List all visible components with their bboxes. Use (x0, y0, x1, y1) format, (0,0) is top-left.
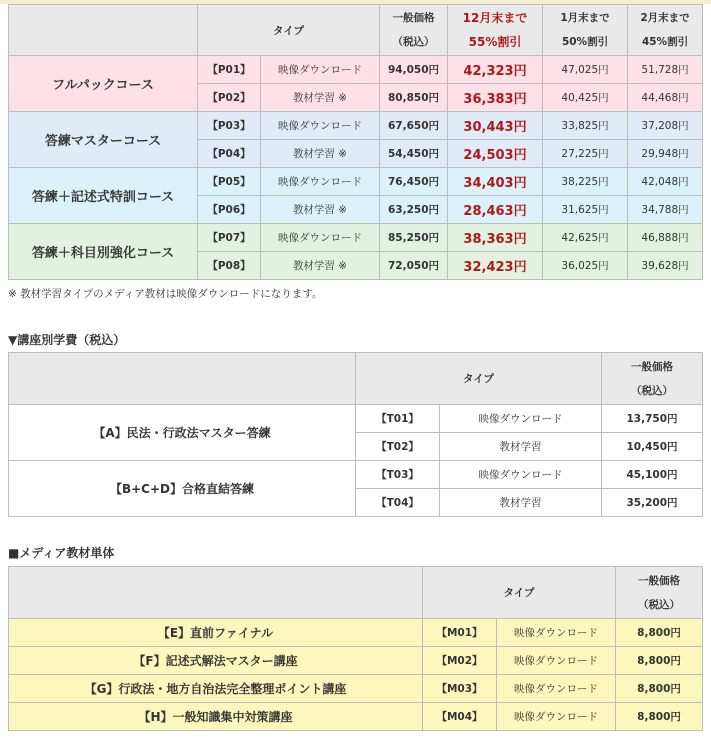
product-code: 【P05】 (198, 168, 261, 196)
general-price: 85,250円 (380, 224, 448, 252)
delivery-type: 教材学習 ※ (261, 84, 380, 112)
header-general-price (602, 353, 703, 405)
december-price: 28,463円 (448, 196, 543, 224)
february-price: 42,048円 (628, 168, 703, 196)
february-price: 46,888円 (628, 224, 703, 252)
delivery-type: 教材学習 (440, 433, 602, 461)
december-price: 24,503円 (448, 140, 543, 168)
header-type: タイプ (423, 567, 616, 619)
february-price: 39,628円 (628, 252, 703, 280)
material-name: 【G】行政法・地方自治法完全整理ポイント講座 (9, 675, 423, 703)
february-price: 34,788円 (628, 196, 703, 224)
product-code: 【T02】 (356, 433, 440, 461)
general-price: 80,850円 (380, 84, 448, 112)
january-price: 36,025円 (543, 252, 628, 280)
general-price: 8,800円 (616, 619, 703, 647)
product-code: 【T04】 (356, 489, 440, 517)
course-name: 答練＋科目別強化コース (9, 224, 198, 280)
header-feb-line2: 45%割引 (641, 36, 689, 48)
table-row (9, 112, 703, 140)
header-jan-line1: 1月末まで (560, 12, 610, 24)
header-general-price (616, 567, 703, 619)
delivery-type: 映像ダウンロード (261, 112, 380, 140)
header-price-line2: （税込） (631, 384, 674, 397)
general-price: 8,800円 (616, 675, 703, 703)
delivery-type: 映像ダウンロード (440, 461, 602, 489)
table-row (9, 168, 703, 196)
december-price: 30,443円 (448, 112, 543, 140)
product-code: 【P04】 (198, 140, 261, 168)
february-price: 44,468円 (628, 84, 703, 112)
product-code: 【P01】 (198, 56, 261, 84)
delivery-type: 教材学習 ※ (261, 140, 380, 168)
delivery-type: 映像ダウンロード (497, 647, 616, 675)
general-price: 63,250円 (380, 196, 448, 224)
header-empty-cell (9, 353, 356, 405)
header-price-line1: 一般価格 (631, 360, 674, 373)
december-price: 34,403円 (448, 168, 543, 196)
table-row (9, 647, 703, 675)
january-price: 27,225円 (543, 140, 628, 168)
delivery-type: 教材学習 ※ (261, 252, 380, 280)
course-name: フルパックコース (9, 56, 198, 112)
course-price-table (8, 4, 703, 280)
general-price: 94,050円 (380, 56, 448, 84)
header-empty-cell (9, 567, 423, 619)
product-code: 【P02】 (198, 84, 261, 112)
january-price: 42,625円 (543, 224, 628, 252)
january-price: 33,825円 (543, 112, 628, 140)
january-price: 38,225円 (543, 168, 628, 196)
february-price: 29,948円 (628, 140, 703, 168)
header-jan-line2: 50%割引 (561, 36, 609, 48)
product-code: 【T01】 (356, 405, 440, 433)
general-price: 54,450円 (380, 140, 448, 168)
delivery-type: 教材学習 ※ (261, 196, 380, 224)
header-type: タイプ (356, 353, 602, 405)
course-name: 【B+C+D】合格直結答練 (9, 461, 356, 517)
general-price: 8,800円 (616, 647, 703, 675)
course-name: 答練＋記述式特訓コース (9, 168, 198, 224)
table-row (9, 619, 703, 647)
delivery-type: 映像ダウンロード (261, 224, 380, 252)
product-code: 【M04】 (423, 703, 497, 731)
course-name: 答練マスターコース (9, 112, 198, 168)
delivery-type: 映像ダウンロード (497, 675, 616, 703)
delivery-type: 教材学習 (440, 489, 602, 517)
december-price: 32,423円 (448, 252, 543, 280)
table-row (9, 461, 703, 489)
header-price-line2: （税込） (392, 36, 435, 48)
header-february-discount (628, 5, 703, 56)
february-price: 37,208円 (628, 112, 703, 140)
general-price: 45,100円 (602, 461, 703, 489)
general-price: 35,200円 (602, 489, 703, 517)
header-dec-line1: 12月末まで (462, 11, 528, 25)
header-type: タイプ (198, 5, 380, 56)
media-material-table (8, 566, 703, 731)
course-fee-table (8, 352, 703, 517)
general-price: 72,050円 (380, 252, 448, 280)
general-price: 76,450円 (380, 168, 448, 196)
delivery-type: 映像ダウンロード (497, 619, 616, 647)
material-name: 【H】一般知識集中対策講座 (9, 703, 423, 731)
table-header-row (9, 353, 703, 405)
material-name: 【E】直前ファイナル (9, 619, 423, 647)
general-price: 13,750円 (602, 405, 703, 433)
course-name: 【A】民法・行政法マスター答練 (9, 405, 356, 461)
delivery-type: 映像ダウンロード (497, 703, 616, 731)
january-price: 31,625円 (543, 196, 628, 224)
table-row (9, 405, 703, 433)
table-row (9, 224, 703, 252)
december-price: 42,323円 (448, 56, 543, 84)
delivery-type: 映像ダウンロード (261, 56, 380, 84)
header-price-line2: （税込） (638, 598, 681, 611)
product-code: 【T03】 (356, 461, 440, 489)
header-january-discount (543, 5, 628, 56)
december-price: 38,363円 (448, 224, 543, 252)
header-feb-line1: 2月末まで (640, 12, 690, 24)
table-row (9, 56, 703, 84)
product-code: 【M01】 (423, 619, 497, 647)
section-title-media-materials: ■メディア教材単体 (8, 546, 115, 560)
product-code: 【P03】 (198, 112, 261, 140)
header-dec-line2: 55%割引 (468, 35, 522, 49)
december-price: 36,383円 (448, 84, 543, 112)
february-price: 51,728円 (628, 56, 703, 84)
delivery-type: 映像ダウンロード (440, 405, 602, 433)
january-price: 40,425円 (543, 84, 628, 112)
general-price: 67,650円 (380, 112, 448, 140)
media-note: ※ 教材学習タイプのメディア教材は映像ダウンロードになります。 (8, 288, 323, 300)
table-header-row (9, 5, 703, 56)
january-price: 47,025円 (543, 56, 628, 84)
header-december-discount (448, 5, 543, 56)
product-code: 【M03】 (423, 675, 497, 703)
header-price-line1: 一般価格 (638, 574, 681, 587)
header-empty-cell (9, 5, 198, 56)
table-header-row (9, 567, 703, 619)
header-price-line1: 一般価格 (392, 12, 435, 24)
general-price: 8,800円 (616, 703, 703, 731)
product-code: 【M02】 (423, 647, 497, 675)
material-name: 【F】記述式解法マスター講座 (9, 647, 423, 675)
section-title-course-fees: ▼講座別学費（税込） (8, 333, 126, 347)
product-code: 【P06】 (198, 196, 261, 224)
delivery-type: 映像ダウンロード (261, 168, 380, 196)
header-general-price (380, 5, 448, 56)
table-row (9, 703, 703, 731)
product-code: 【P08】 (198, 252, 261, 280)
table-row (9, 675, 703, 703)
general-price: 10,450円 (602, 433, 703, 461)
product-code: 【P07】 (198, 224, 261, 252)
